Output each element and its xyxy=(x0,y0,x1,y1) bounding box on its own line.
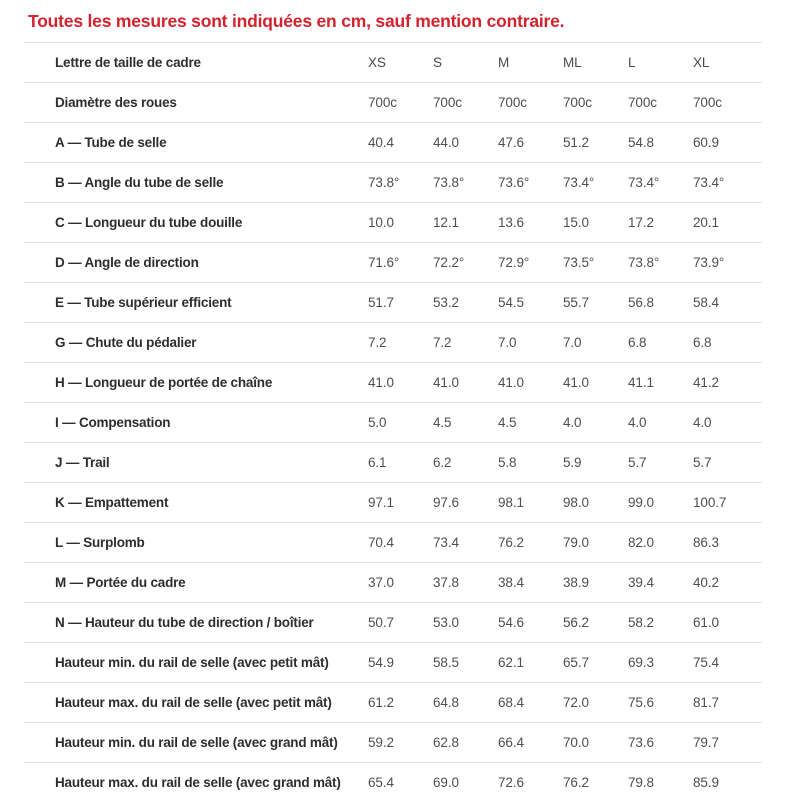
cell-value: 73.4 xyxy=(433,535,459,550)
cell-value: 700c xyxy=(628,95,657,110)
cell-value: 51.2 xyxy=(563,135,589,150)
cell-value: 65.7 xyxy=(563,655,589,670)
row-label: G — Chute du pédalier xyxy=(55,335,197,350)
cell-value: 4.0 xyxy=(628,415,647,430)
cell-value: 5.7 xyxy=(693,455,712,470)
table-row xyxy=(24,682,762,722)
cell-value: 41.0 xyxy=(563,375,589,390)
cell-value: 41.0 xyxy=(433,375,459,390)
table-header-row xyxy=(24,42,762,82)
table-row xyxy=(24,82,762,122)
cell-value: 5.9 xyxy=(563,455,582,470)
cell-value: 54.5 xyxy=(498,295,524,310)
cell-value: 69.3 xyxy=(628,655,654,670)
cell-value: 72.0 xyxy=(563,695,589,710)
table-row xyxy=(24,762,762,802)
cell-value: 61.0 xyxy=(693,615,719,630)
cell-value: 73.8° xyxy=(628,255,660,270)
cell-value: 56.2 xyxy=(563,615,589,630)
cell-value: 73.4° xyxy=(628,175,660,190)
size-column-header: XS xyxy=(368,55,386,70)
cell-value: 53.2 xyxy=(433,295,459,310)
row-label: Diamètre des roues xyxy=(55,95,177,110)
cell-value: 4.5 xyxy=(433,415,452,430)
cell-value: 5.7 xyxy=(628,455,647,470)
cell-value: 70.0 xyxy=(563,735,589,750)
cell-value: 38.9 xyxy=(563,575,589,590)
cell-value: 39.4 xyxy=(628,575,654,590)
cell-value: 72.6 xyxy=(498,775,524,790)
cell-value: 73.4° xyxy=(563,175,595,190)
cell-value: 58.4 xyxy=(693,295,719,310)
row-label: J — Trail xyxy=(55,455,110,470)
table-row xyxy=(24,482,762,522)
cell-value: 13.6 xyxy=(498,215,524,230)
cell-value: 6.8 xyxy=(693,335,712,350)
table-row xyxy=(24,122,762,162)
row-label: D — Angle de direction xyxy=(55,255,199,270)
cell-value: 58.2 xyxy=(628,615,654,630)
cell-value: 73.4° xyxy=(693,175,725,190)
cell-value: 700c xyxy=(433,95,462,110)
cell-value: 15.0 xyxy=(563,215,589,230)
cell-value: 44.0 xyxy=(433,135,459,150)
cell-value: 7.0 xyxy=(563,335,582,350)
cell-value: 76.2 xyxy=(563,775,589,790)
cell-value: 41.2 xyxy=(693,375,719,390)
cell-value: 69.0 xyxy=(433,775,459,790)
geometry-table xyxy=(24,42,762,802)
table-row xyxy=(24,362,762,402)
cell-value: 64.8 xyxy=(433,695,459,710)
cell-value: 73.5° xyxy=(563,255,595,270)
cell-value: 82.0 xyxy=(628,535,654,550)
cell-value: 12.1 xyxy=(433,215,459,230)
cell-value: 73.8° xyxy=(433,175,465,190)
cell-value: 72.2° xyxy=(433,255,465,270)
cell-value: 54.6 xyxy=(498,615,524,630)
row-label: H — Longueur de portée de chaîne xyxy=(55,375,273,390)
table-row xyxy=(24,442,762,482)
cell-value: 40.2 xyxy=(693,575,719,590)
table-row xyxy=(24,402,762,442)
cell-value: 47.6 xyxy=(498,135,524,150)
cell-value: 6.2 xyxy=(433,455,452,470)
cell-value: 85.9 xyxy=(693,775,719,790)
frame-size-header-label: Lettre de taille de cadre xyxy=(55,55,201,70)
row-label: Hauteur min. du rail de selle (avec grand mât) xyxy=(55,735,338,750)
table-row xyxy=(24,282,762,322)
table-row xyxy=(24,522,762,562)
cell-value: 61.2 xyxy=(368,695,394,710)
cell-value: 41.0 xyxy=(498,375,524,390)
size-column-header: M xyxy=(498,55,510,70)
cell-value: 72.9° xyxy=(498,255,530,270)
row-label: N — Hauteur du tube de direction / boîtier xyxy=(55,615,314,630)
cell-value: 73.6 xyxy=(628,735,654,750)
cell-value: 6.1 xyxy=(368,455,387,470)
cell-value: 50.7 xyxy=(368,615,394,630)
cell-value: 54.8 xyxy=(628,135,654,150)
cell-value: 54.9 xyxy=(368,655,394,670)
cell-value: 7.0 xyxy=(498,335,517,350)
cell-value: 97.6 xyxy=(433,495,459,510)
table-row xyxy=(24,202,762,242)
cell-value: 58.5 xyxy=(433,655,459,670)
cell-value: 56.8 xyxy=(628,295,654,310)
cell-value: 70.4 xyxy=(368,535,394,550)
table-row xyxy=(24,322,762,362)
cell-value: 79.8 xyxy=(628,775,654,790)
cell-value: 37.0 xyxy=(368,575,394,590)
cell-value: 68.4 xyxy=(498,695,524,710)
cell-value: 53.0 xyxy=(433,615,459,630)
cell-value: 5.8 xyxy=(498,455,517,470)
row-label: I — Compensation xyxy=(55,415,171,430)
cell-value: 81.7 xyxy=(693,695,719,710)
cell-value: 98.0 xyxy=(563,495,589,510)
cell-value: 100.7 xyxy=(693,495,727,510)
cell-value: 7.2 xyxy=(433,335,452,350)
cell-value: 17.2 xyxy=(628,215,654,230)
cell-value: 4.0 xyxy=(563,415,582,430)
cell-value: 55.7 xyxy=(563,295,589,310)
table-row xyxy=(24,562,762,602)
size-column-header: ML xyxy=(563,55,582,70)
cell-value: 6.8 xyxy=(628,335,647,350)
measurements-note: Toutes les mesures sont indiquées en cm, sauf mention contraire. xyxy=(28,11,565,31)
cell-value: 73.6° xyxy=(498,175,530,190)
table-row xyxy=(24,242,762,282)
size-column-header: XL xyxy=(693,55,710,70)
row-label: K — Empattement xyxy=(55,495,169,510)
cell-value: 73.9° xyxy=(693,255,725,270)
size-column-header: S xyxy=(433,55,442,70)
cell-value: 65.4 xyxy=(368,775,394,790)
cell-value: 4.0 xyxy=(693,415,712,430)
cell-value: 40.4 xyxy=(368,135,394,150)
table-row xyxy=(24,602,762,642)
cell-value: 700c xyxy=(693,95,722,110)
cell-value: 10.0 xyxy=(368,215,394,230)
cell-value: 4.5 xyxy=(498,415,517,430)
cell-value: 5.0 xyxy=(368,415,387,430)
cell-value: 700c xyxy=(498,95,527,110)
cell-value: 41.0 xyxy=(368,375,394,390)
row-label: A — Tube de selle xyxy=(55,135,167,150)
cell-value: 75.6 xyxy=(628,695,654,710)
row-label: Hauteur max. du rail de selle (avec petit mât) xyxy=(55,695,332,710)
cell-value: 98.1 xyxy=(498,495,524,510)
size-column-header: L xyxy=(628,55,636,70)
cell-value: 41.1 xyxy=(628,375,654,390)
cell-value: 60.9 xyxy=(693,135,719,150)
row-label: Hauteur max. du rail de selle (avec grand mât) xyxy=(55,775,341,790)
cell-value: 700c xyxy=(563,95,592,110)
cell-value: 76.2 xyxy=(498,535,524,550)
cell-value: 51.7 xyxy=(368,295,394,310)
cell-value: 7.2 xyxy=(368,335,387,350)
cell-value: 20.1 xyxy=(693,215,719,230)
cell-value: 97.1 xyxy=(368,495,394,510)
cell-value: 37.8 xyxy=(433,575,459,590)
cell-value: 62.1 xyxy=(498,655,524,670)
table-row xyxy=(24,642,762,682)
cell-value: 700c xyxy=(368,95,397,110)
row-label: E — Tube supérieur efficient xyxy=(55,295,232,310)
cell-value: 38.4 xyxy=(498,575,524,590)
table-row xyxy=(24,722,762,762)
cell-value: 86.3 xyxy=(693,535,719,550)
row-label: B — Angle du tube de selle xyxy=(55,175,224,190)
cell-value: 79.0 xyxy=(563,535,589,550)
cell-value: 66.4 xyxy=(498,735,524,750)
cell-value: 99.0 xyxy=(628,495,654,510)
cell-value: 79.7 xyxy=(693,735,719,750)
row-label: M — Portée du cadre xyxy=(55,575,186,590)
cell-value: 62.8 xyxy=(433,735,459,750)
cell-value: 73.8° xyxy=(368,175,400,190)
cell-value: 71.6° xyxy=(368,255,400,270)
table-row xyxy=(24,162,762,202)
cell-value: 75.4 xyxy=(693,655,719,670)
row-label: Hauteur min. du rail de selle (avec petit mât) xyxy=(55,655,329,670)
row-label: C — Longueur du tube douille xyxy=(55,215,243,230)
row-label: L — Surplomb xyxy=(55,535,145,550)
cell-value: 59.2 xyxy=(368,735,394,750)
